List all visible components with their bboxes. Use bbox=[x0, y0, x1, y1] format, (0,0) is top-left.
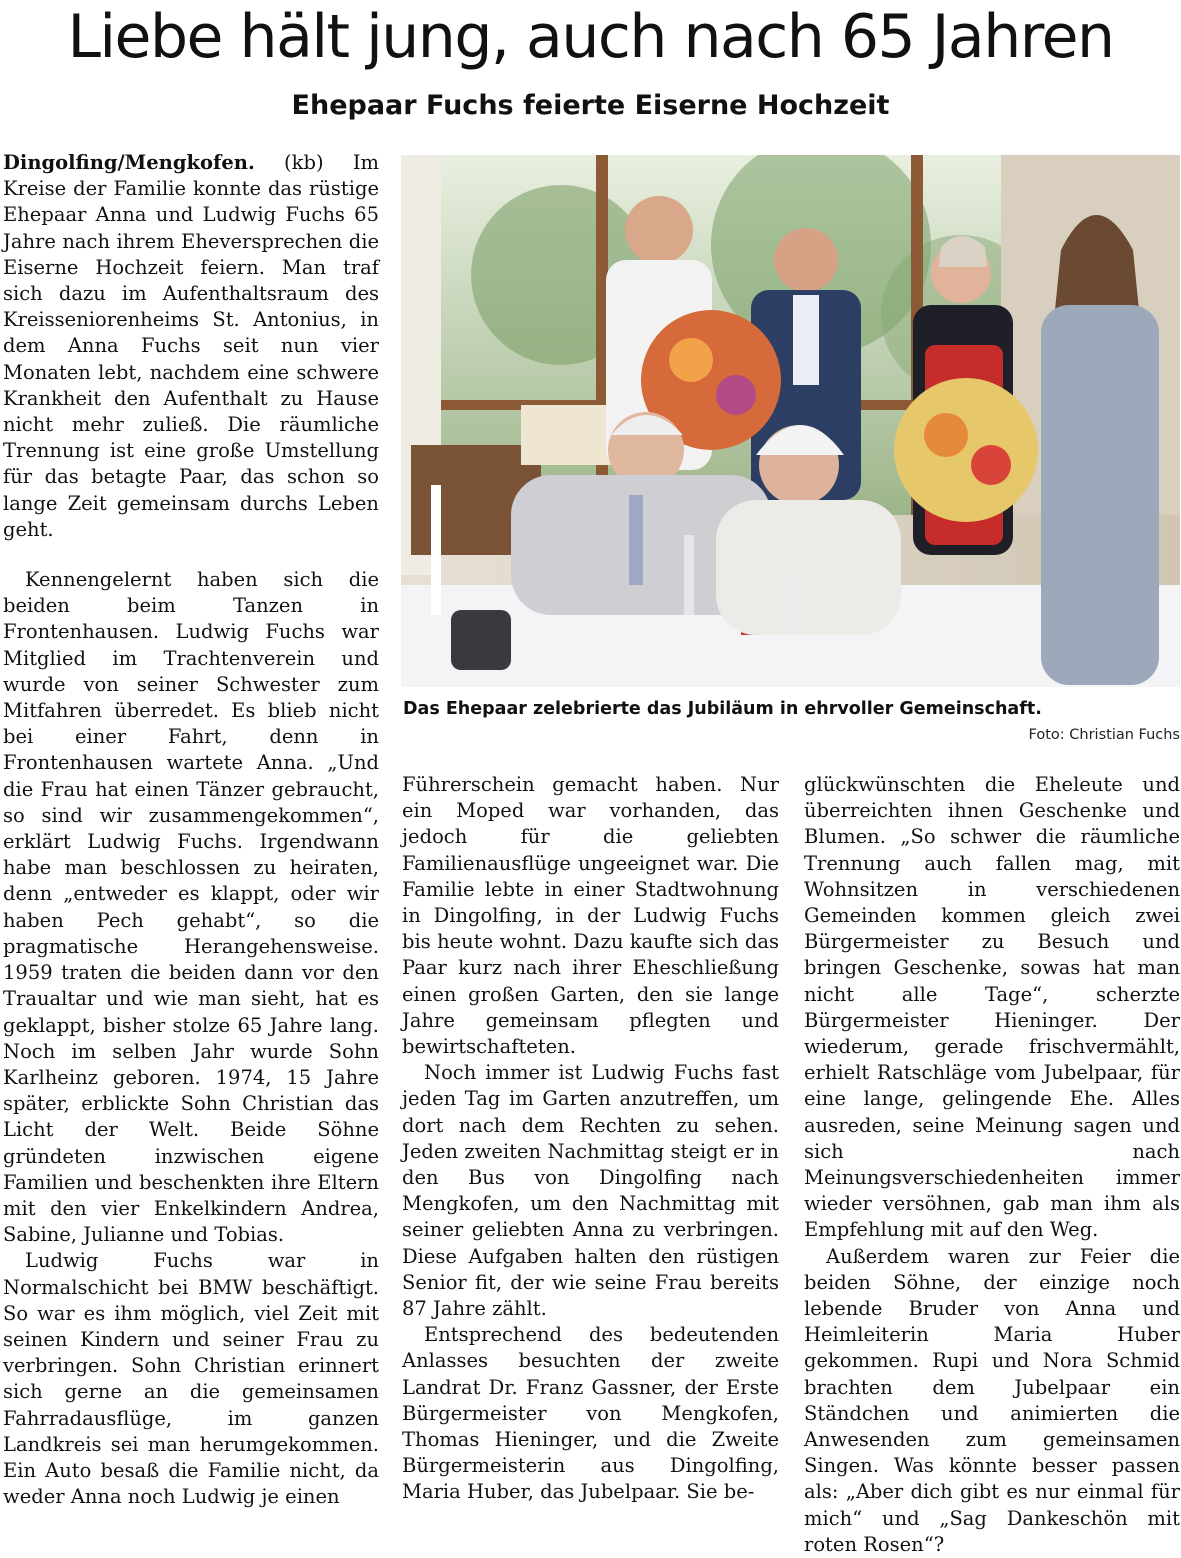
headline: Liebe hält jung, auch nach 65 Jahren bbox=[67, 2, 1114, 72]
paragraph: Kennengelernt haben sich die beiden beim Tanzen in Frontenhausen. Ludwig Fuchs war Mitglied im Trachtenverein und wurde von seiner Schwester zum Mitfahren überredet. Es blieb nicht bei einer Fahrt, denn in Frontenhausen wartete Anna. „Und die Frau hat einen Tänzer gebraucht, so sind wir zusammengekommen“, erklärt Ludwig Fuchs. Irgendwann habe man beschlossen zu heiraten, denn „entweder es klappt, oder wir haben Pech gehabt“, so die pragmatische Herangehensweise. 1959 traten die beiden dann vor den Traualtar und wie man sieht, hat es geklappt, bisher stolze 65 Jahre lang. Noch im selben Jahr wurde Sohn Karlheinz geboren. 1974, 15 Jahre später, erblickte Sohn Christian das Licht der Welt. Beide Söhne gründeten inzwischen eigene Familien und beschenkten ihre Eltern mit den vier Enkelkindern Andrea, Sabine, Julianne und Tobias. bbox=[3, 568, 379, 1247]
article-column-3 bbox=[804, 772, 1180, 1558]
paragraph: glückwünschten die Eheleute und überreichten ihnen Geschenke und Blumen. „So schwer die räumliche Trennung auch fallen mag, mit Wohnsitzen in verschiedenen Gemeinden kommen gleich zwei Bürgermeister zu Besuch und bringen Geschenke, sowas hat man nicht alle Tage“, scherzte Bürgermeister Hieninger. Der wiederum, gerade frischvermählt, erhielt Ratschläge vom Jubelpaar, für eine lange, gelingende Ehe. Alles ausreden, seine Meinung sagen und sich nach Meinungsverschiedenheiten immer wieder versöhnen, gab man ihm als Empfehlung mit auf den Weg. bbox=[804, 773, 1180, 1242]
photo-credit: Foto: Christian Fuchs bbox=[1028, 727, 1180, 743]
article-photo bbox=[401, 155, 1180, 687]
paragraph: Außerdem waren zur Feier die beiden Söhne, der einzige noch lebende Bruder von Anna und Heimleiterin Maria Huber gekommen. Rupi und Nora Schmid brachten dem Jubelpaar ein Ständchen und animierten die Anwesenden zum gemeinsamen Singen. Was könnte besser passen als: „Aber dich gibt es nur einmal für mich“ und „Sag Dankeschön mit roten Rosen“? bbox=[804, 1244, 1180, 1556]
subheadline: Ehepaar Fuchs feierte Eiserne Hochzeit bbox=[291, 90, 890, 121]
photo-caption: Das Ehepaar zelebrierte das Jubiläum in ehrvoller Gemeinschaft. bbox=[403, 699, 1042, 719]
paragraph bbox=[3, 150, 379, 543]
paragraph: Führerschein gemacht haben. Nur ein Moped war vorhanden, das jedoch für die geliebten Familienausflüge ungeeignet war. Die Familie lebte in einer Stadtwohnung in Dingolfing, in der Ludwig Fuchs bis heute wohnt. Dazu kaufte sich das Paar kurz nach ihrer Eheschließung einen großen Garten, den sie lange Jahre gemeinsam pflegten und bewirtschafteten. bbox=[402, 773, 779, 1059]
photo-image bbox=[401, 155, 1180, 687]
paragraph-text: (kb) Im Kreise der Familie konnte das rüstige Ehepaar Anna und Ludwig Fuchs 65 Jahre nach ihrem Eheversprechen die Eiserne Hochzeit feiern. Man traf sich dazu im Aufenthaltsraum des Kreisseniorenheims St. Antonius, in dem Anna Fuchs seit nun vier Monaten lebt, nachdem eine schwere Krankheit den Aufenthalt zu Hause nicht mehr zuließ. Die räumliche Trennung ist eine große Umstellung für das betagte Paar, das schon so lange Zeit gemeinsam durchs Leben geht. bbox=[3, 151, 380, 541]
paragraph: Noch immer ist Ludwig Fuchs fast jeden Tag im Garten anzutreffen, um dort nach dem Rechten zu sehen. Jeden zweiten Nachmittag steigt er in den Bus von Dingolfing nach Mengkofen, um den Nachmittag mit seiner geliebten Anna zu verbringen. Diese Aufgaben halten den rüstigen Senior fit, der wie seine Frau bereits 87 Jahre zählt. bbox=[402, 1061, 779, 1321]
paragraph: Ludwig Fuchs war in Normalschicht bei BMW beschäftigt. So war es ihm möglich, viel Zeit mit seinen Kindern und seiner Frau zu verbringen. Sohn Christian erinnert sich gerne an die gemeinsamen Fahrradausflüge, im ganzen Landkreis sei man herumgekommen. Ein Auto besaß die Familie nicht, da weder Anna noch Ludwig je einen bbox=[3, 1249, 379, 1509]
paragraph: Entsprechend des bedeutenden Anlasses besuchten der zweite Landrat Dr. Franz Gassner, der Erste Bürgermeister von Mengkofen, Thomas Hieninger, und die Zweite Bürgermeisterin aus Dingolfing, Maria Huber, das Jubelpaar. Sie be- bbox=[402, 1323, 779, 1504]
article-column-1 bbox=[3, 150, 379, 1510]
article-column-2 bbox=[402, 772, 779, 1506]
dateline: Dingolfing/Mengkofen. bbox=[3, 151, 255, 174]
